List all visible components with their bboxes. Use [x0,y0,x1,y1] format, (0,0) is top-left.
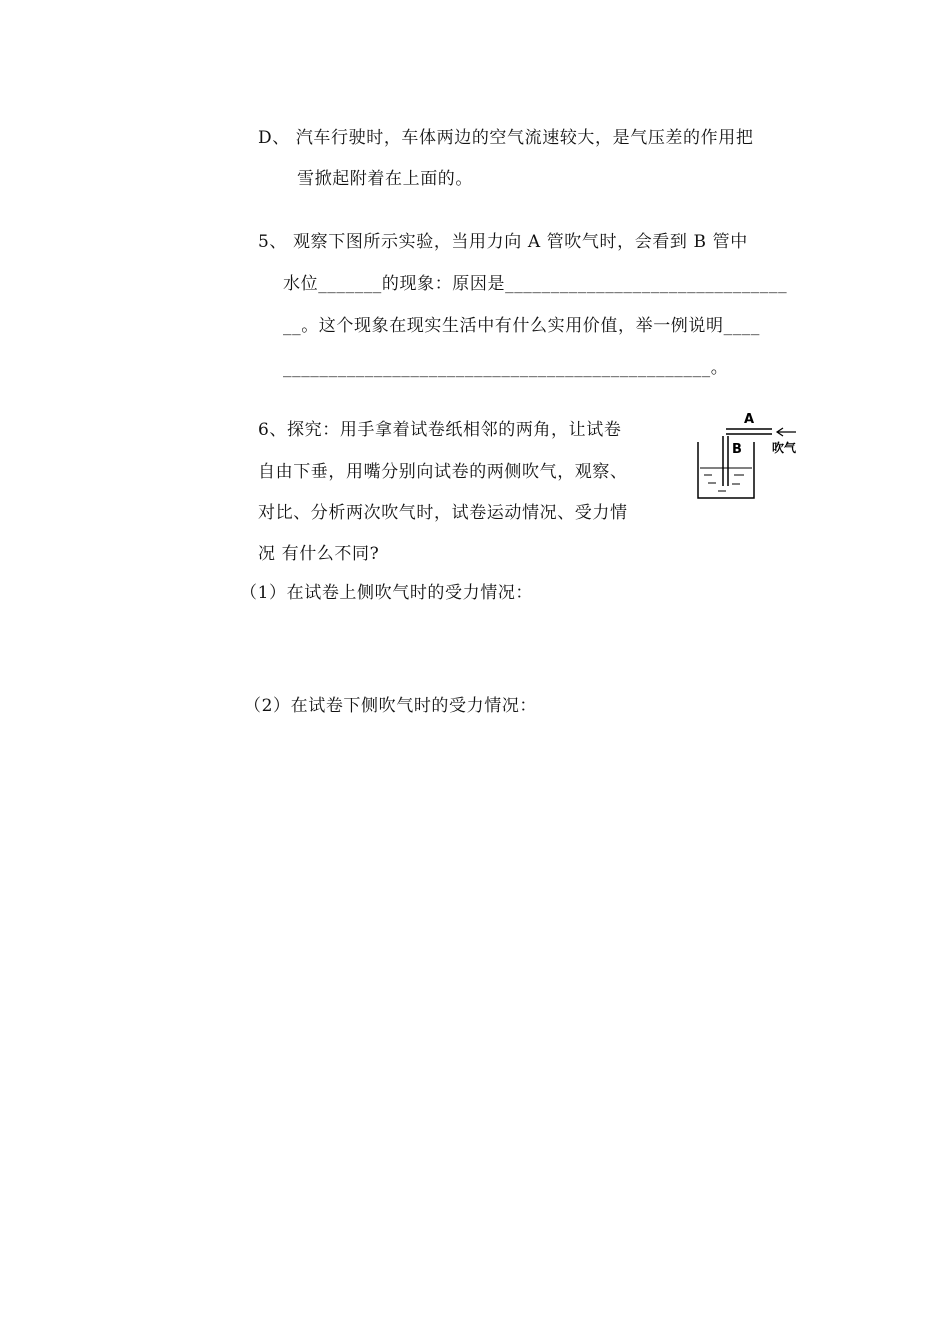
water-container [698,442,754,498]
question-6-line-2: 自由下垂，用嘴分别向试卷的两侧吹气，观察、 [258,462,628,482]
question-5-line-3: __。这个现象在现实生活中有什么实用价值，举一例说明____ [283,316,760,336]
question-5-line-2: 水位_______的现象：原因是_______________________________ [283,274,788,294]
question-5-line-4: _______________________________________________。 [283,358,729,378]
question-5-line-1: 5、 观察下图所示实验，当用力向 A 管吹气时，会看到 B 管中 [258,232,748,252]
option-d-line-2: 雪掀起附着在上面的。 [297,169,473,189]
label-b: B [732,442,742,457]
tube-experiment-diagram [690,408,810,508]
question-6-line-3: 对比、分析两次吹气时，试卷运动情况、受力情 [258,503,628,523]
option-d-line-1: D、 汽车行驶时，车体两边的空气流速较大，是气压差的作用把 [258,128,754,148]
question-6-part-1: （1）在试卷上侧吹气时的受力情况： [240,583,534,603]
label-blow: 吹气 [772,441,797,455]
question-6-part-2: （2）在试卷下侧吹气时的受力情况： [244,696,538,716]
question-6-line-1: 6、探究：用手拿着试卷纸相邻的两角，让试卷 [258,420,622,440]
label-a: A [744,412,755,427]
question-6-line-4: 况 有什么不同? [258,544,380,564]
